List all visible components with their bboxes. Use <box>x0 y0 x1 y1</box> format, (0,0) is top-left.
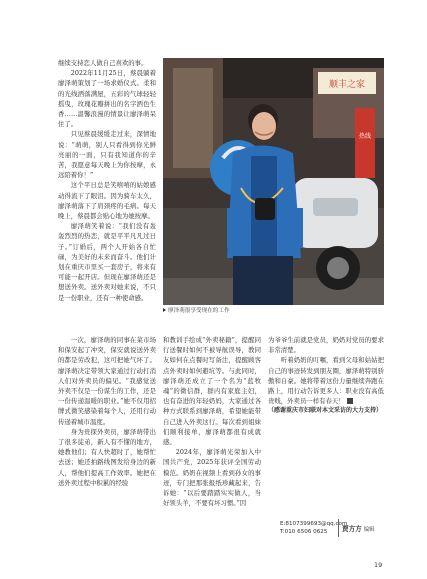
paragraph: 只见蔡晨缓缓走过来，深情地说：“萌萌，别人只看得到你光鲜亮丽的一面，只有我知道你的辛苦，我愿意每天晚上为你按摩，永远陪着你！” <box>58 130 156 180</box>
paragraph-text: 听着奶奶的叮嘱，看到父母和姑姑把自己的事迹转发到朋友圈，廖泽萌特别骄傲和自豪。她将带着这份力量继续奔跑在路上，用行动告诉更多人：职业没有高低贵贱，外卖员一样有春天！ <box>268 356 384 406</box>
editor-name: 贾方方 <box>342 525 362 533</box>
paragraph: 为爷爷生前就是党员，奶奶对党员的要求非常清楚。 <box>268 336 384 355</box>
paragraph: 2022年11月25日，蔡晨躺着廖泽萌策划了一场求婚仪式。柔和的光线洒落满屋，五彩的气球轻轻摇曳，玫瑰花瓣拼出的名字洒色生香……温馨浪漫的情景让廖泽萌呆住了。 <box>58 69 156 129</box>
contact-tel: T:010 6506 0625 <box>280 529 328 535</box>
column-1-bottom <box>58 335 156 488</box>
editor-credit <box>342 523 375 533</box>
page-number: 19 <box>374 561 383 569</box>
photo-caption <box>163 307 384 315</box>
paragraph: 廖泽萌笑着说：“我们没有轰轰烈烈的热恋，就是平平凡凡过日子。”订婚后，两个人开始各自忙碌，为美好的未来而奋斗。他们计划在重庆市里买一套房子，将来有可能一起开店。但现在廖泽萌还是想送外卖。送外卖对她来说，不只是一份职业，还有一种使命感。 <box>58 222 156 302</box>
paragraph: 和教训手绘成“外卖秘籍”，提醒同行送餐时如何不被导航误导，教同友如何在点餐时写备注，提醒顾客点外卖时如何避坑等。与此同时，廖泽萌还成立了一个名为“蓝牧魂”的微信群，群内有家庭主妇，也有奋进的年轻奶妈，大家通过各种方式联系到廖泽萌，希望她能带自己进入外卖这行。每次看到姐妹们顺利接单，廖泽萌都很有成就感。 <box>163 336 261 447</box>
paragraph: 继续支持恋人做自己喜欢的事。 <box>58 59 148 67</box>
column-1-top <box>58 58 156 303</box>
column-3 <box>268 335 384 415</box>
paragraph: 身为贵探外卖员，廖泽萌带出了很多徒弟，新人有不懂的地方，她教他们；有人快超时了，她帮忙去送；她还拍路线图发给身边的新人，帮他们提高工作效率。她把在送外卖过程中积累的经验 <box>58 427 156 487</box>
caption-marker-icon <box>163 308 166 312</box>
column-2 <box>163 335 261 508</box>
paragraph <box>268 355 384 406</box>
end-of-article-icon <box>347 398 353 404</box>
paragraph: 这个平日总是笑嘻嘻的姑娘感动得流下了眼泪。因为骑车太久，廖泽萌落下了肩颈疼的毛病。每天晚上，蔡晨都会贴心地为她按摩。 <box>58 181 156 221</box>
paragraph: 一次，廖泽萌的同事在菜市场和保安起了冲突，保安就说送外卖的都是劳改犯，这可把她气坏了。廖泽萌决定带领大家通过行动打消人们对外卖员的偏见。“我感觉送外卖不仅是一份谋生的工作，还是一份传递温暖的职业。”她不仅用招牌式微笑感染着每个人，还用行动传递着城市温度。 <box>58 336 156 426</box>
paragraph: 2024年，廖泽萌光荣加入中国共产党，2025年获评全国劳动模范。奶奶在视频上看到孙女的事迹，专门把那张报纸珍藏起来，告诉她：“以后要踏踏实实做人，当好领头羊，不要有坏习惯。”因 <box>163 448 261 508</box>
shop-sign-text: 顺丰之家 <box>328 80 366 90</box>
side-sign-text: 热线 <box>358 133 372 140</box>
acknowledgement: （感谢重庆市妇联对本文采访的大力支持） <box>268 407 383 415</box>
photo-delivery-woman <box>163 58 384 305</box>
caption-text: 廖泽萌很享受现在的工作 <box>168 308 230 314</box>
footer-divider <box>338 519 339 537</box>
contact-email: E:8107399693@qq.com <box>280 521 348 527</box>
editor-role: 编辑 <box>363 527 375 533</box>
